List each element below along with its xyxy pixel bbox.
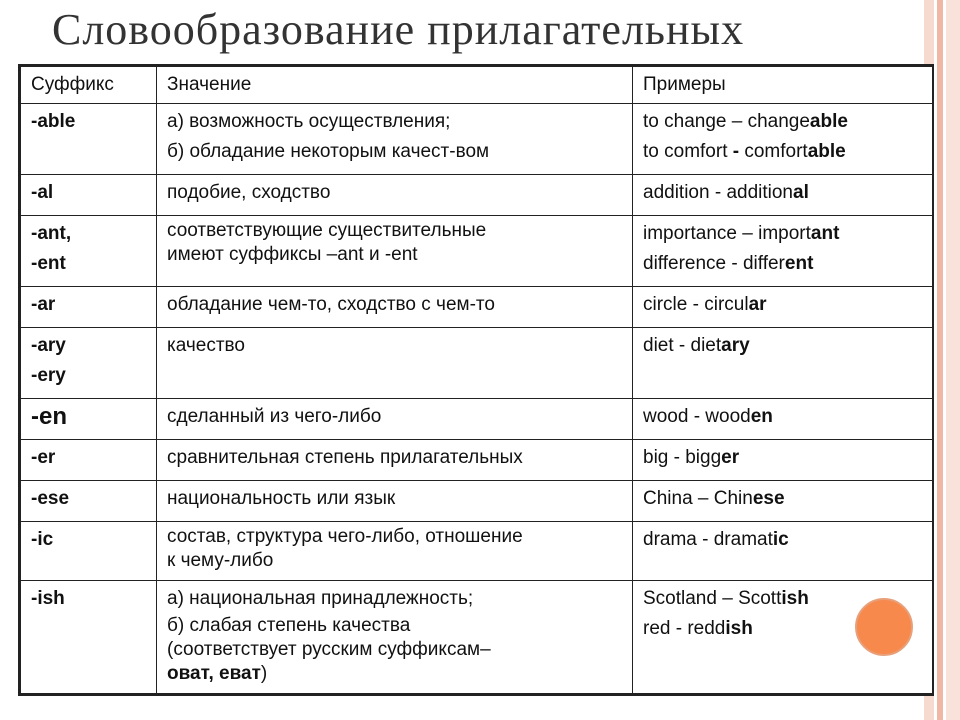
example-dash: - <box>732 141 740 162</box>
meaning-cell <box>157 104 633 175</box>
table-row <box>21 581 933 694</box>
table-row <box>21 175 933 216</box>
example-suffix: en <box>750 406 773 427</box>
examples-cell <box>633 104 933 175</box>
meaning-cell <box>157 522 633 581</box>
example-base: red - redd <box>643 618 726 639</box>
table-row <box>21 216 933 287</box>
example-base: circle - circul <box>643 294 749 315</box>
example-base: wood - wood <box>643 406 751 427</box>
meaning-cell <box>157 440 633 481</box>
suffix-cell <box>21 581 157 694</box>
example-suffix: al <box>793 182 809 203</box>
meaning-bold-suffixes: оват, еват <box>167 663 261 684</box>
meaning-text: состав, структура чего-либо, отношение <box>167 526 523 547</box>
example-line <box>643 331 922 361</box>
example-base: addition - addition <box>643 182 793 203</box>
suffix-table <box>18 64 934 696</box>
example-line <box>643 219 922 249</box>
meaning-text: соответствующие существительные <box>167 220 487 241</box>
meaning-cell <box>157 481 633 522</box>
meaning-text: обладание чем-то, сходство с чем-то <box>167 294 495 315</box>
meaning-text: ) <box>260 663 268 684</box>
decor-stripe-3 <box>946 0 960 720</box>
decor-stripe-2 <box>937 0 943 720</box>
meaning-cell <box>157 216 633 287</box>
example-line <box>643 178 922 208</box>
example-base: to comfort <box>643 141 733 162</box>
decor-orange-circle <box>855 598 913 656</box>
example-suffix: ic <box>772 529 789 550</box>
suffix-cell <box>21 287 157 328</box>
example-base: to change – change <box>643 111 810 132</box>
example-line <box>643 290 922 320</box>
meaning-text: а) возможность осуществления; <box>167 111 451 132</box>
example-suffix: ese <box>752 488 785 509</box>
meaning-text: подобие, сходство <box>167 182 331 203</box>
meaning-text: б) обладание некоторым качест-вом <box>167 141 490 162</box>
table-row <box>21 522 933 581</box>
example-base: Scotland – Scott <box>643 588 782 609</box>
example-base: comfort <box>739 141 808 162</box>
example-suffix: ar <box>748 294 767 315</box>
example-suffix: ent <box>784 253 814 274</box>
table-row <box>21 440 933 481</box>
suffix-cell <box>21 104 157 175</box>
example-line <box>643 443 922 473</box>
suffix-text: -ar <box>31 294 56 315</box>
example-suffix: able <box>807 141 846 162</box>
suffix-text: -able <box>31 111 76 132</box>
example-base: big - bigg <box>643 447 722 468</box>
meaning-text: национальность или язык <box>167 488 396 509</box>
suffix-text: -ese <box>31 488 70 509</box>
example-base: diet - diet <box>643 335 722 356</box>
header-meaning: Значение <box>157 67 633 104</box>
meaning-text: сравнительная степень прилагательных <box>167 447 523 468</box>
suffix-text: -ent <box>31 253 66 274</box>
suffix-text: -ary <box>31 335 66 356</box>
suffix-cell <box>21 522 157 581</box>
meaning-text: (соответствует русским суффиксам– <box>167 639 491 660</box>
meaning-cell <box>157 399 633 440</box>
meaning-text: а) национальная принадлежность; <box>167 588 474 609</box>
meaning-text: имеют суффиксы –ant и -ent <box>167 244 418 265</box>
header-examples: Примеры <box>633 67 933 104</box>
meaning-text: сделанный из чего-либо <box>167 406 382 427</box>
example-base: drama - dramat <box>643 529 773 550</box>
example-suffix: able <box>809 111 848 132</box>
suffix-text: -ic <box>31 529 54 550</box>
example-line <box>643 107 922 137</box>
example-line <box>643 484 922 514</box>
slide-title: Словообразование прилагательных <box>52 5 745 54</box>
table-header-row <box>21 67 933 104</box>
suffix-cell <box>21 399 157 440</box>
examples-cell <box>633 522 933 581</box>
example-suffix: ish <box>781 588 809 609</box>
meaning-cell <box>157 175 633 216</box>
suffix-text: -en <box>31 403 67 430</box>
example-base: importance – import <box>643 223 811 244</box>
examples-cell <box>633 440 933 481</box>
table-row <box>21 287 933 328</box>
example-suffix: ish <box>725 618 753 639</box>
table-row <box>21 399 933 440</box>
suffix-cell <box>21 481 157 522</box>
example-suffix: ant <box>810 223 840 244</box>
suffix-text: -ish <box>31 588 65 609</box>
example-line <box>643 402 922 432</box>
meaning-text: б) слабая степень качества <box>167 615 411 636</box>
example-line <box>643 525 922 555</box>
example-suffix: er <box>721 447 740 468</box>
suffix-cell <box>21 328 157 399</box>
suffix-cell <box>21 440 157 481</box>
suffix-cell <box>21 175 157 216</box>
examples-cell <box>633 175 933 216</box>
meaning-cell <box>157 287 633 328</box>
meaning-text: к чему-либо <box>167 550 274 571</box>
table-row <box>21 104 933 175</box>
example-suffix: ary <box>721 335 750 356</box>
example-base: difference - differ <box>643 253 785 274</box>
suffix-cell <box>21 216 157 287</box>
meaning-text: качество <box>167 335 245 356</box>
examples-cell <box>633 399 933 440</box>
examples-cell <box>633 287 933 328</box>
meaning-cell <box>157 328 633 399</box>
examples-cell <box>633 216 933 287</box>
meaning-cell <box>157 581 633 694</box>
example-line <box>643 137 922 167</box>
suffix-text: -ery <box>31 365 66 386</box>
suffix-text: -ant, <box>31 223 72 244</box>
table-row <box>21 481 933 522</box>
examples-cell <box>633 481 933 522</box>
example-line <box>643 249 922 279</box>
header-suffix: Суффикс <box>21 67 157 104</box>
examples-cell <box>633 328 933 399</box>
suffix-text: -al <box>31 182 54 203</box>
table-row <box>21 328 933 399</box>
suffix-text: -er <box>31 447 56 468</box>
meaning-line <box>167 662 622 686</box>
example-base: China – Chin <box>643 488 753 509</box>
